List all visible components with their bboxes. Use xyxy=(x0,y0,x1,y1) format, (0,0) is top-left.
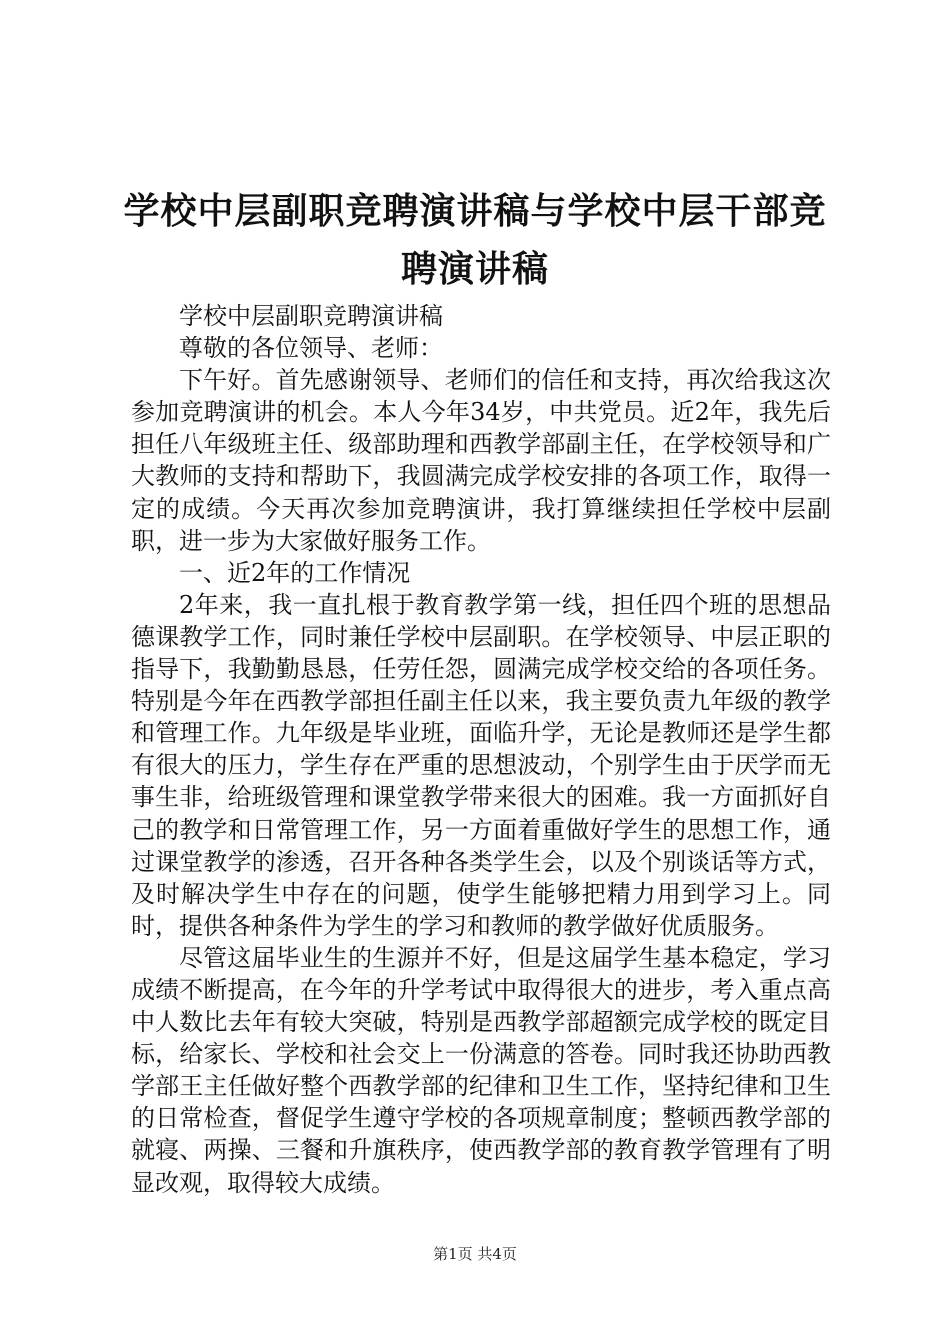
paragraph-salutation: 尊敬的各位领导、老师： xyxy=(179,334,443,363)
section-heading: 一、近2年的工作情况 xyxy=(179,558,411,587)
page-number-footer: 第1页 共4页 xyxy=(433,1245,517,1263)
document-title: 学校中层副职竞聘演讲稿与学校中层干部竞聘演讲稿 xyxy=(123,190,827,290)
paragraph-heading: 学校中层副职竞聘演讲稿 xyxy=(179,302,443,330)
paragraph-work-summary: 2年来，我一直扎根于教育教学第一线，担任四个班的思想品德课教学工作，同时兼任学校中层副职。在学校领导、中层正职的指导下，我勤勤恳恳，任劳任怨，圆满完成学校交给的各项任务。特别是今年在西教学部担任副主任以来，我主要负责九年级的教学和管理工作。九年级是毕业班，面临升学，无论是教师还是学生都有很大的压力，学生存在严重的思想波动，个别学生由于厌学而无事生非，给班级管理和课堂教学带来很大的困难。我一方面抓好自己的教学和日常管理工作，另一方面着重做好学生的思想工作，通过课堂教学的渗透，召开各种各类学生会，以及个别谈话等方式，及时解决学生中存在的问题，使学生能够把精力用到学习上。同时，提供各种条件为学生的学习和教师的教学做好优质服务。 xyxy=(131,590,831,940)
document-body xyxy=(131,300,831,1199)
paragraph-achievements: 尽管这届毕业生的生源并不好，但是这届学生基本稳定，学习成绩不断提高，在今年的升学考试中取得很大的进步，考入重点高中人数比去年有较大突破，特别是西教学部超额完成学校的既定目标，给家长、学校和社会交上一份满意的答卷。同时我还协助西教学部王主任做好整个西教学部的纪律和卫生工作，坚持纪律和卫生的日常检查，督促学生遵守学校的各项规章制度；整顿西教学部的就寝、两操、三餐和升旗秩序，使西教学部的教育教学管理有了明显改观，取得较大成绩。 xyxy=(131,943,831,1197)
paragraph-intro: 下午好。首先感谢领导、老师们的信任和支持，再次给我这次参加竞聘演讲的机会。本人今年34岁，中共党员。近2年，我先后担任八年级班主任、级部助理和西教学部副主任，在学校领导和广大教师的支持和帮助下，我圆满完成学校安排的各项工作，取得一定的成绩。今天再次参加竞聘演讲，我打算继续担任学校中层副职，进一步为大家做好服务工作。 xyxy=(131,366,831,555)
